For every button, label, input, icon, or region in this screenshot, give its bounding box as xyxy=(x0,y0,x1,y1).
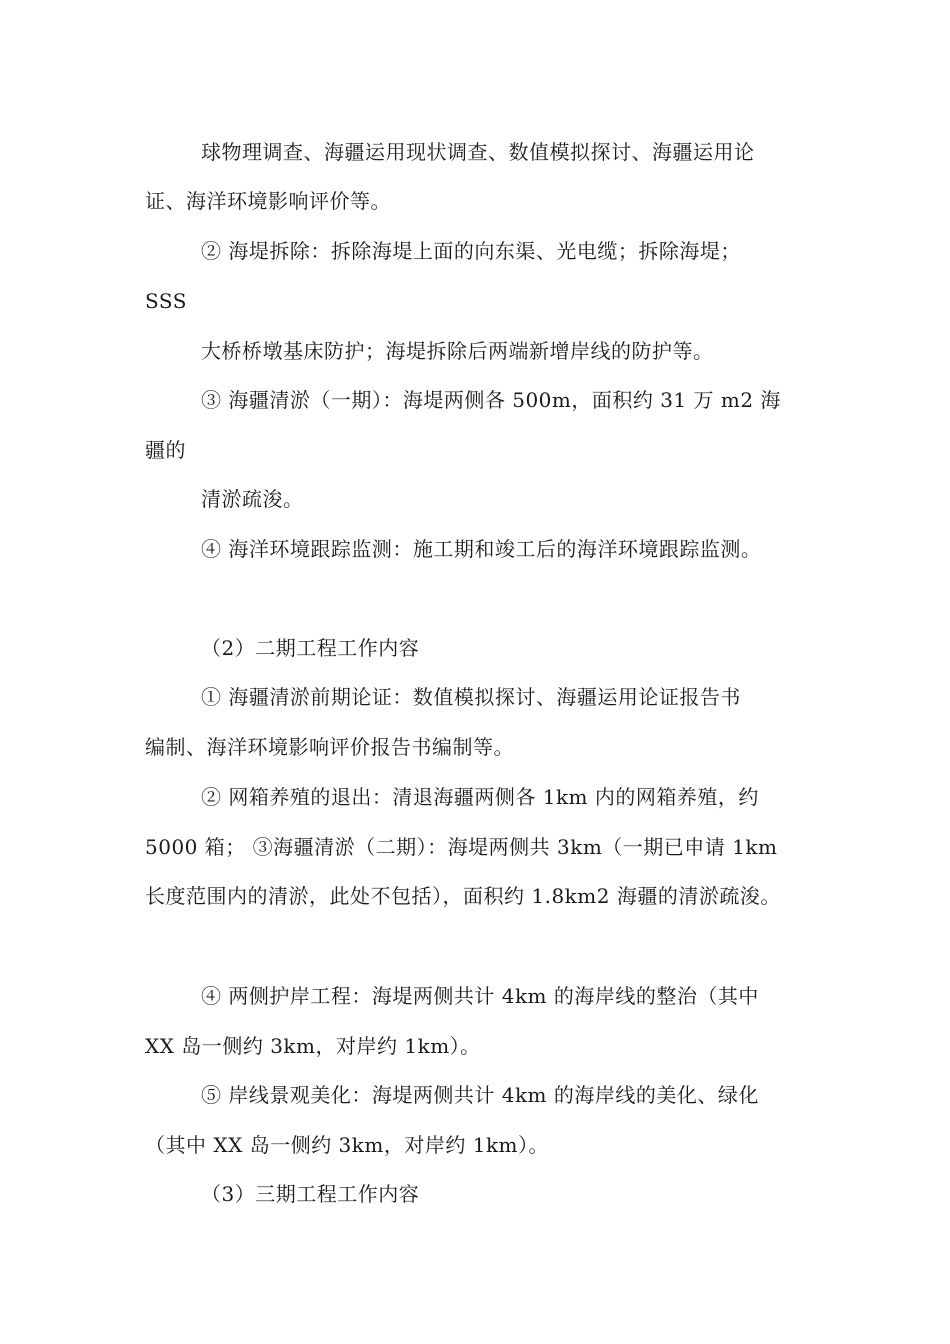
paragraph-line: 长度范围内的清淤，此处不包括），面积约 1.8km2 海疆的清淤疏浚。 xyxy=(145,884,781,908)
paragraph-line: ② 网箱养殖的退出：清退海疆两侧各 1km 内的网箱养殖，约 xyxy=(201,785,759,809)
paragraph-line: ⑤ 岸线景观美化：海堤两侧共计 4km 的海岸线的美化、绿化 xyxy=(201,1083,759,1107)
paragraph-line: 5000 箱； ③海疆清淤（二期）：海堤两侧共 3km（一期已申请 1km xyxy=(145,835,778,859)
paragraph-line: （其中 XX 岛一侧约 3km，对岸约 1km）。 xyxy=(145,1133,550,1157)
paragraph-line: 大桥桥墩基床防护；海堤拆除后两端新增岸线的防护等。 xyxy=(201,339,714,363)
section-heading: （2）二期工程工作内容 xyxy=(201,636,420,660)
paragraph-line: ① 海疆清淤前期论证：数值模拟探讨、海疆运用论证报告书 xyxy=(201,685,741,709)
paragraph-line: 证、海洋环境影响评价等。 xyxy=(145,189,391,213)
paragraph-line: XX 岛一侧约 3km，对岸约 1km）。 xyxy=(145,1034,481,1058)
paragraph-line: ② 海堤拆除：拆除海堤上面的向东渠、光电缆；拆除海堤； xyxy=(201,239,741,263)
paragraph-line: SSS xyxy=(145,289,187,313)
paragraph-line: 疆的 xyxy=(145,438,186,462)
paragraph-line: ④ 海洋环境跟踪监测：施工期和竣工后的海洋环境跟踪监测。 xyxy=(201,537,762,561)
paragraph-line: 清淤疏浚。 xyxy=(201,487,304,511)
section-heading: （3）三期工程工作内容 xyxy=(201,1182,420,1206)
paragraph-line: 球物理调查、海疆运用现状调查、数值模拟探讨、海疆运用论 xyxy=(201,140,755,164)
paragraph-line: ③ 海疆清淤（一期）：海堤两侧各 500m，面积约 31 万 m2 海 xyxy=(201,388,781,412)
paragraph-line: ④ 两侧护岸工程：海堤两侧共计 4km 的海岸线的整治（其中 xyxy=(201,984,759,1008)
paragraph-line: 编制、海洋环境影响评价报告书编制等。 xyxy=(145,735,514,759)
